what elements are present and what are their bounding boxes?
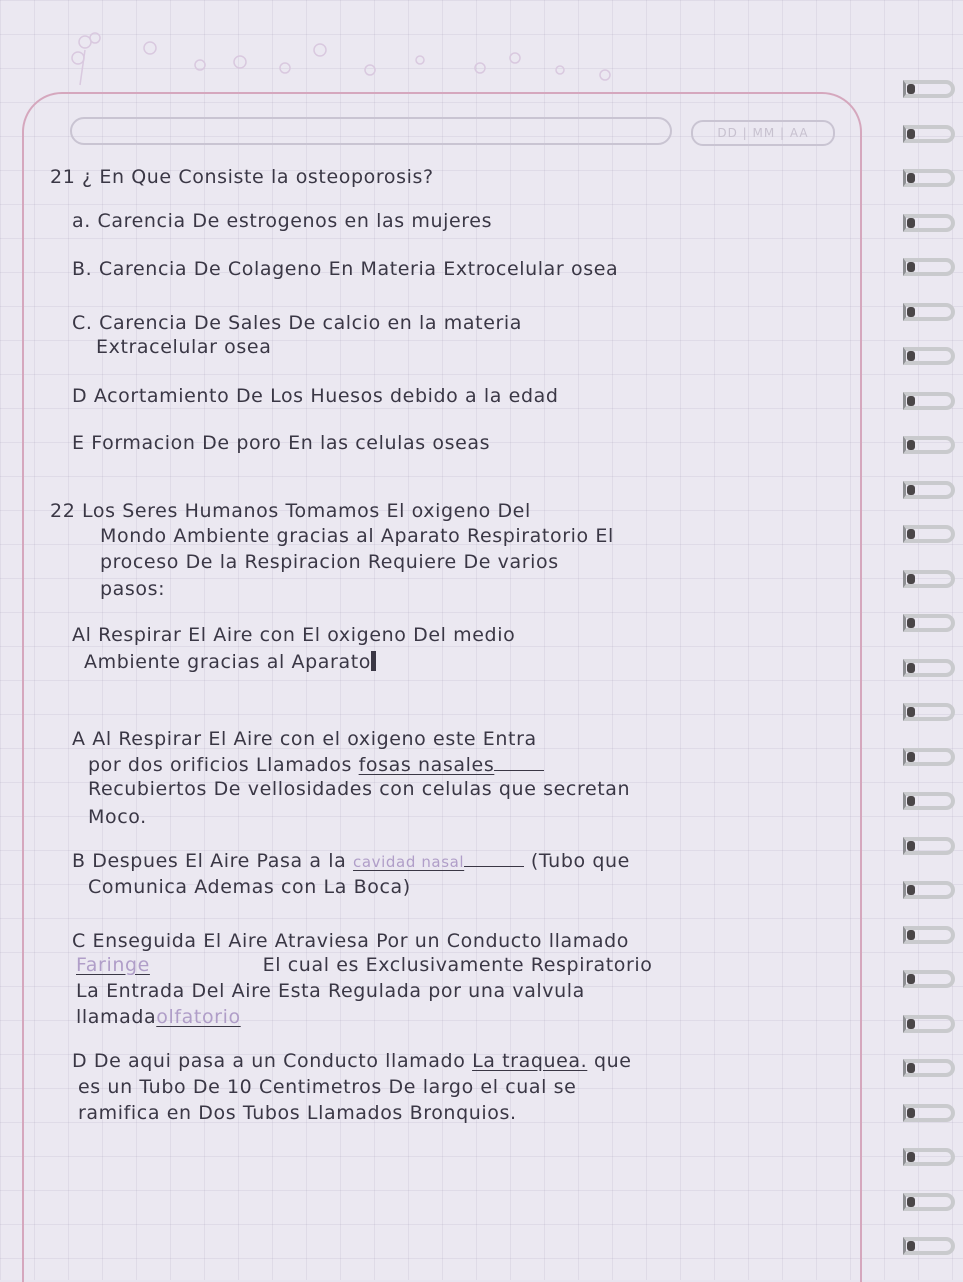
binding-hole — [907, 218, 915, 228]
q21-option-c-line1: C. Carencia De Sales De calcio en la materia — [72, 312, 523, 334]
date-box: DD | MM | AA — [691, 120, 835, 146]
binding-hole — [907, 262, 915, 272]
binding-hole — [907, 1108, 915, 1118]
step-c-line4-text: llamada — [76, 1006, 157, 1028]
step-b-line1-tail: (Tubo que — [530, 850, 630, 872]
binding-hole — [907, 529, 915, 539]
q22-line3: proceso De la Respiracion Requiere De varios — [100, 551, 559, 573]
binding-hole — [907, 707, 915, 717]
step-c-line2-text: El cual es Exclusivamente Respiratorio — [262, 954, 653, 976]
title-bar — [70, 117, 672, 145]
binding-hole — [907, 1241, 915, 1251]
answer-underline — [494, 769, 544, 771]
binding-hole — [907, 841, 915, 851]
step-a-line2 — [88, 754, 544, 776]
step-d-line2: es un Tubo De 10 Centimetros De largo el cual se — [78, 1076, 577, 1098]
text-cursor — [371, 651, 376, 671]
binding-hole — [907, 84, 915, 94]
step-intro-line2-text: Ambiente gracias al Aparato — [84, 651, 371, 673]
answer-traquea: La traquea. — [472, 1050, 588, 1072]
binding-hole — [907, 752, 915, 762]
step-c-line4 — [76, 1006, 356, 1028]
step-a-line2-text: por dos orificios Llamados — [88, 754, 352, 776]
binding-hole — [907, 974, 915, 984]
binding-hole — [907, 307, 915, 317]
step-intro-line2 — [84, 651, 376, 673]
answer-fosas-nasales: fosas nasales — [358, 754, 495, 776]
step-d-line1 — [72, 1050, 632, 1072]
q21-option-c-line2: Extracelular osea — [96, 336, 272, 358]
binding-hole — [907, 618, 915, 628]
answer-olfatorio: olfatorio — [156, 1006, 241, 1028]
q21-option-d: D Acortamiento De Los Huesos debido a la edad — [72, 385, 559, 407]
binding-hole — [907, 796, 915, 806]
flower-doodles — [40, 30, 660, 90]
q21-option-b: B. Carencia De Colageno En Materia Extrocelular osea — [72, 258, 619, 280]
binding-hole — [907, 485, 915, 495]
q22-line4: pasos: — [100, 578, 166, 600]
binding-hole — [907, 129, 915, 139]
binding-hole — [907, 1197, 915, 1207]
step-b-line2: Comunica Ademas con La Boca) — [88, 876, 411, 898]
step-c-line1: C Enseguida El Aire Atraviesa Por un Conducto llamado — [72, 930, 629, 952]
binding-hole — [907, 885, 915, 895]
binding-hole — [907, 440, 915, 450]
step-d-line3: ramifica en Dos Tubos Llamados Bronquios. — [78, 1102, 517, 1124]
q21-option-a: a. Carencia De estrogenos en las mujeres — [72, 210, 493, 232]
step-c-line2 — [76, 954, 653, 976]
binding-hole — [907, 351, 915, 361]
binding-hole — [907, 663, 915, 673]
step-a-line4: Moco. — [88, 806, 147, 828]
step-b-line1 — [72, 850, 630, 872]
binding-hole — [907, 396, 915, 406]
step-d-line1-text: D De aqui pasa a un Conducto llamado — [72, 1050, 466, 1072]
q21-question: 21 ¿ En Que Consiste la osteoporosis? — [50, 166, 434, 188]
binding-hole — [907, 1152, 915, 1162]
step-c-line3: La Entrada Del Aire Esta Regulada por una valvula — [76, 980, 585, 1002]
binding-hole — [907, 1063, 915, 1073]
step-b-line1-text: B Despues El Aire Pasa a la — [72, 850, 347, 872]
q21-option-e: E Formacion De poro En las celulas oseas — [72, 432, 491, 454]
binding-hole — [907, 574, 915, 584]
spiral-binding — [893, 40, 963, 1280]
step-a-line3: Recubiertos De vellosidades con celulas que secretan — [88, 778, 631, 800]
answer-cavidad-nasal: cavidad nasal — [353, 853, 465, 871]
binding-hole — [907, 1019, 915, 1029]
q22-line1: 22 Los Seres Humanos Tomamos El oxigeno Del — [50, 500, 531, 522]
step-intro-line1: Al Respirar El Aire con El oxigeno Del medio — [72, 624, 516, 646]
binding-hole — [907, 173, 915, 183]
binding-hole — [907, 930, 915, 940]
step-d-line1-tail: que — [593, 1050, 632, 1072]
answer-faringe: Faringe — [76, 954, 150, 976]
step-a-line1: A Al Respirar El Aire con el oxigeno este Entra — [72, 728, 537, 750]
answer-underline — [464, 865, 524, 867]
q22-line2: Mondo Ambiente gracias al Aparato Respiratorio El — [100, 525, 614, 547]
